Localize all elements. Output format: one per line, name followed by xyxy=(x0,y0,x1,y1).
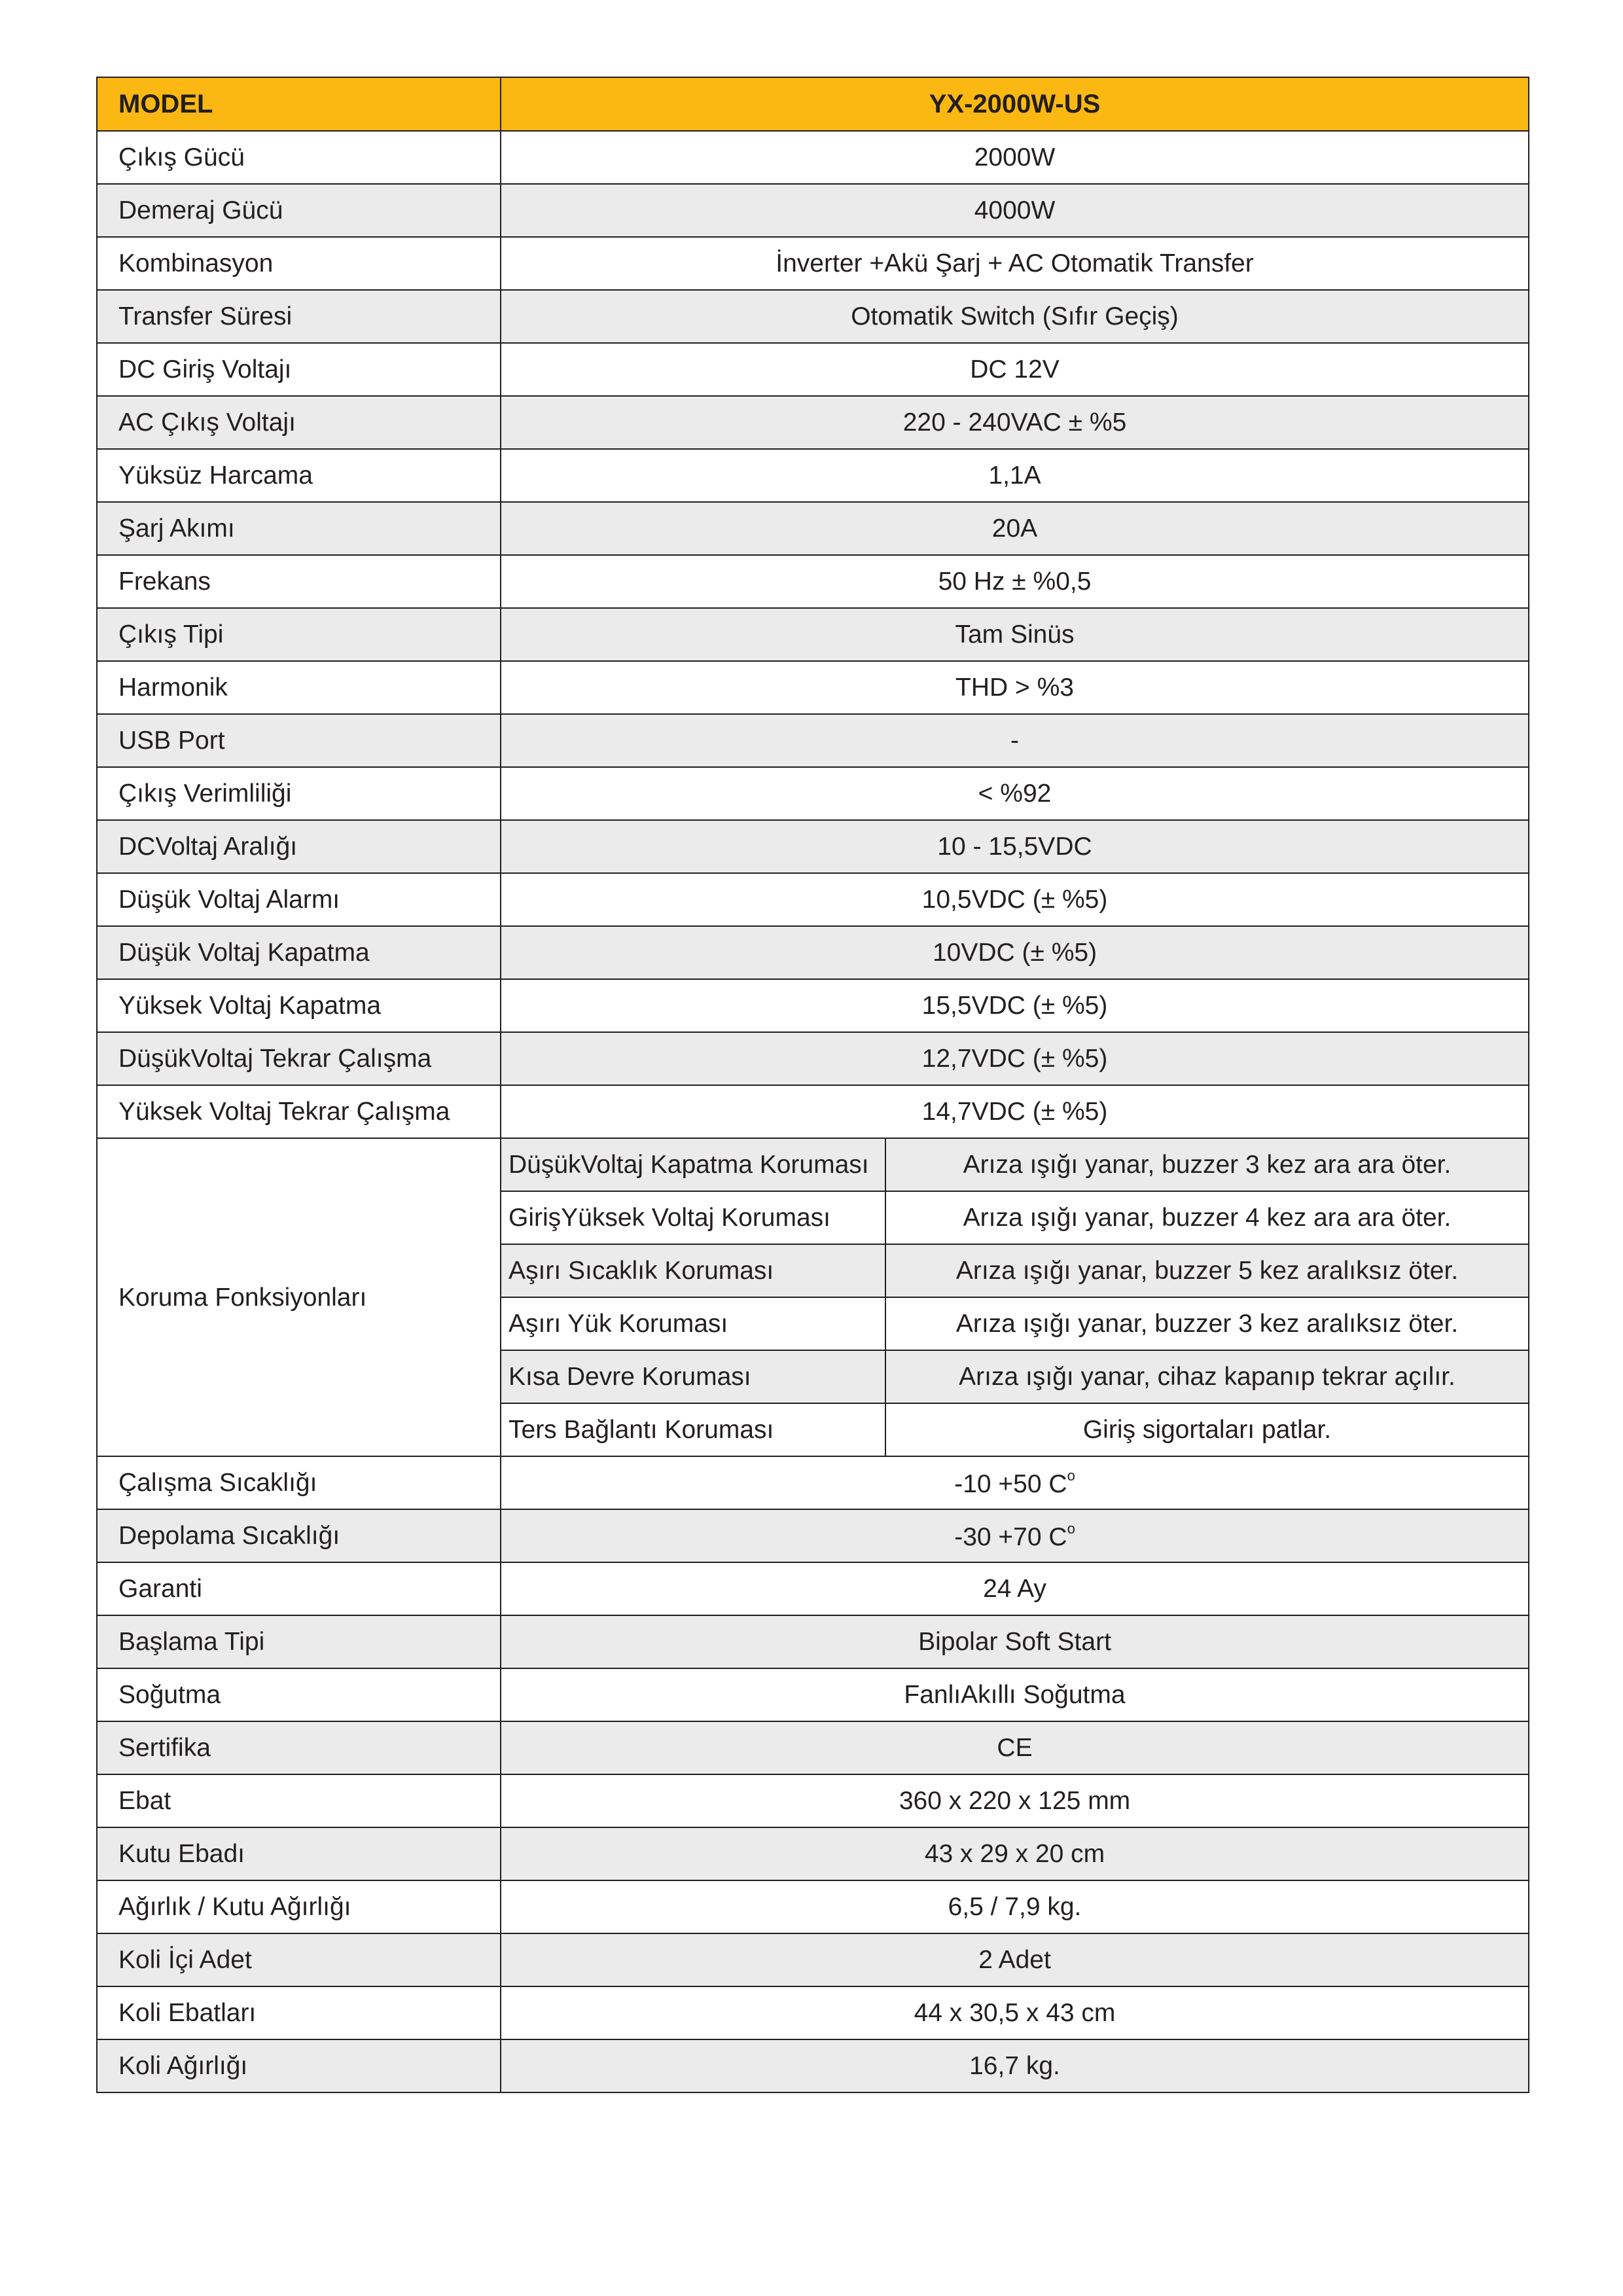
protection-item-value: Arıza ışığı yanar, cihaz kapanıp tekrar açılır. xyxy=(885,1350,1529,1403)
row-value: 1,1A xyxy=(501,449,1529,502)
row-value: 15,5VDC (± %5) xyxy=(501,979,1529,1032)
row-value: Bipolar Soft Start xyxy=(501,1615,1529,1668)
protection-item-name: Aşırı Sıcaklık Koruması xyxy=(501,1244,885,1297)
row-label: Düşük Voltaj Kapatma xyxy=(97,926,501,979)
row-value: 2 Adet xyxy=(501,1933,1529,1986)
degree-mark: o xyxy=(1067,1467,1075,1484)
protection-item-value: Arıza ışığı yanar, buzzer 4 kez ara ara öter. xyxy=(885,1191,1529,1244)
table-row xyxy=(97,1880,1529,1933)
row-label: Ağırlık / Kutu Ağırlığı xyxy=(97,1880,501,1933)
row-label: Yüksüz Harcama xyxy=(97,449,501,502)
storage-temp-label: Depolama Sıcaklığı xyxy=(97,1509,501,1562)
table-row xyxy=(97,1032,1529,1085)
row-label: Çıkış Verimliliği xyxy=(97,767,501,820)
table-row xyxy=(97,502,1529,555)
row-label: Kombinasyon xyxy=(97,237,501,290)
row-value: 50 Hz ± %0,5 xyxy=(501,555,1529,608)
row-value: 43 x 29 x 20 cm xyxy=(501,1827,1529,1880)
row-value: 10,5VDC (± %5) xyxy=(501,873,1529,926)
row-label: Demeraj Gücü xyxy=(97,184,501,237)
row-label: Garanti xyxy=(97,1562,501,1615)
row-label: Kutu Ebadı xyxy=(97,1827,501,1880)
table-row xyxy=(97,1456,1529,1509)
table-row xyxy=(97,1986,1529,2039)
row-label: Şarj Akımı xyxy=(97,502,501,555)
protection-item-name: Kısa Devre Koruması xyxy=(501,1350,885,1403)
row-value: FanlıAkıllı Soğutma xyxy=(501,1668,1529,1721)
row-value: - xyxy=(501,714,1529,767)
row-value: 44 x 30,5 x 43 cm xyxy=(501,1986,1529,2039)
storage-temp-value: -30 +70 $C^o$ xyxy=(501,1509,1529,1562)
table-row xyxy=(97,1827,1529,1880)
row-value: CE xyxy=(501,1721,1529,1774)
table-row xyxy=(97,661,1529,714)
protection-item-name: GirişYüksek Voltaj Koruması xyxy=(501,1191,885,1244)
table-row xyxy=(97,343,1529,396)
table-row xyxy=(97,767,1529,820)
operating-temp-label: Çalışma Sıcaklığı xyxy=(97,1456,501,1509)
row-label: Çıkış Gücü xyxy=(97,131,501,184)
row-label: Soğutma xyxy=(97,1668,501,1721)
row-value: 220 - 240VAC ± %5 xyxy=(501,396,1529,449)
row-value: 10VDC (± %5) xyxy=(501,926,1529,979)
degree-mark: o xyxy=(1067,1520,1075,1537)
row-value: 10 - 15,5VDC xyxy=(501,820,1529,873)
row-label: Yüksek Voltaj Tekrar Çalışma xyxy=(97,1085,501,1138)
protection-item-name: Ters Bağlantı Koruması xyxy=(501,1403,885,1456)
row-label: Çıkış Tipi xyxy=(97,608,501,661)
row-label: DCVoltaj Aralığı xyxy=(97,820,501,873)
row-value: DC 12V xyxy=(501,343,1529,396)
row-value: 360 x 220 x 125 mm xyxy=(501,1774,1529,1827)
table-row xyxy=(97,449,1529,502)
table-row xyxy=(97,1615,1529,1668)
table-row xyxy=(97,979,1529,1032)
table-row xyxy=(97,1933,1529,1986)
row-value: < %92 xyxy=(501,767,1529,820)
model-label: MODEL xyxy=(97,77,501,131)
row-label: USB Port xyxy=(97,714,501,767)
protection-item-name: DüşükVoltaj Kapatma Koruması xyxy=(501,1138,885,1191)
row-value: 24 Ay xyxy=(501,1562,1529,1615)
row-label: Düşük Voltaj Alarmı xyxy=(97,873,501,926)
row-value: 14,7VDC (± %5) xyxy=(501,1085,1529,1138)
protection-item-value: Arıza ışığı yanar, buzzer 3 kez aralıksız öter. xyxy=(885,1297,1529,1350)
protection-item-name: Aşırı Yük Koruması xyxy=(501,1297,885,1350)
row-value: İnverter +Akü Şarj + AC Otomatik Transfer xyxy=(501,237,1529,290)
row-value: THD > %3 xyxy=(501,661,1529,714)
row-label: Frekans xyxy=(97,555,501,608)
row-label: DC Giriş Voltajı xyxy=(97,343,501,396)
row-label: DüşükVoltaj Tekrar Çalışma xyxy=(97,1032,501,1085)
table-row xyxy=(97,184,1529,237)
row-label: Harmonik xyxy=(97,661,501,714)
row-label: Koli Ebatları xyxy=(97,1986,501,2039)
row-label: Koli İçi Adet xyxy=(97,1933,501,1986)
row-value: 12,7VDC (± %5) xyxy=(501,1032,1529,1085)
row-label: Sertifika xyxy=(97,1721,501,1774)
table-row xyxy=(97,873,1529,926)
header-row xyxy=(97,77,1529,131)
row-value: 2000W xyxy=(501,131,1529,184)
table-row xyxy=(97,926,1529,979)
table-row xyxy=(97,1668,1529,1721)
table-row xyxy=(97,820,1529,873)
table-row xyxy=(97,1562,1529,1615)
row-label: Transfer Süresi xyxy=(97,290,501,343)
row-value: 20A xyxy=(501,502,1529,555)
table-row xyxy=(97,1085,1529,1138)
protection-item-value: Arıza ışığı yanar, buzzer 5 kez aralıksız öter. xyxy=(885,1244,1529,1297)
table-row xyxy=(97,237,1529,290)
table-row xyxy=(97,290,1529,343)
table-row xyxy=(97,396,1529,449)
row-label: Başlama Tipi xyxy=(97,1615,501,1668)
row-value: Otomatik Switch (Sıfır Geçiş) xyxy=(501,290,1529,343)
row-label: Yüksek Voltaj Kapatma xyxy=(97,979,501,1032)
protection-item-value: Giriş sigortaları patlar. xyxy=(885,1403,1529,1456)
table-row xyxy=(97,1509,1529,1562)
protection-row xyxy=(97,1138,1529,1191)
table-row xyxy=(97,1774,1529,1827)
table-row xyxy=(97,2039,1529,2092)
model-value: YX-2000W-US xyxy=(501,77,1529,131)
row-value: 16,7 kg. xyxy=(501,2039,1529,2092)
table-row xyxy=(97,555,1529,608)
row-label: Koli Ağırlığı xyxy=(97,2039,501,2092)
table-row xyxy=(97,1721,1529,1774)
table-row xyxy=(97,714,1529,767)
row-label: AC Çıkış Voltajı xyxy=(97,396,501,449)
row-label: Ebat xyxy=(97,1774,501,1827)
operating-temp-value: -10 +50 $C^o$ xyxy=(501,1456,1529,1509)
spec-table xyxy=(96,77,1529,2093)
table-row xyxy=(97,131,1529,184)
row-value: 6,5 / 7,9 kg. xyxy=(501,1880,1529,1933)
row-value: 4000W xyxy=(501,184,1529,237)
row-value: Tam Sinüs xyxy=(501,608,1529,661)
protection-item-value: Arıza ışığı yanar, buzzer 3 kez ara ara öter. xyxy=(885,1138,1529,1191)
table-row xyxy=(97,608,1529,661)
protection-label: Koruma Fonksiyonları xyxy=(97,1138,501,1456)
